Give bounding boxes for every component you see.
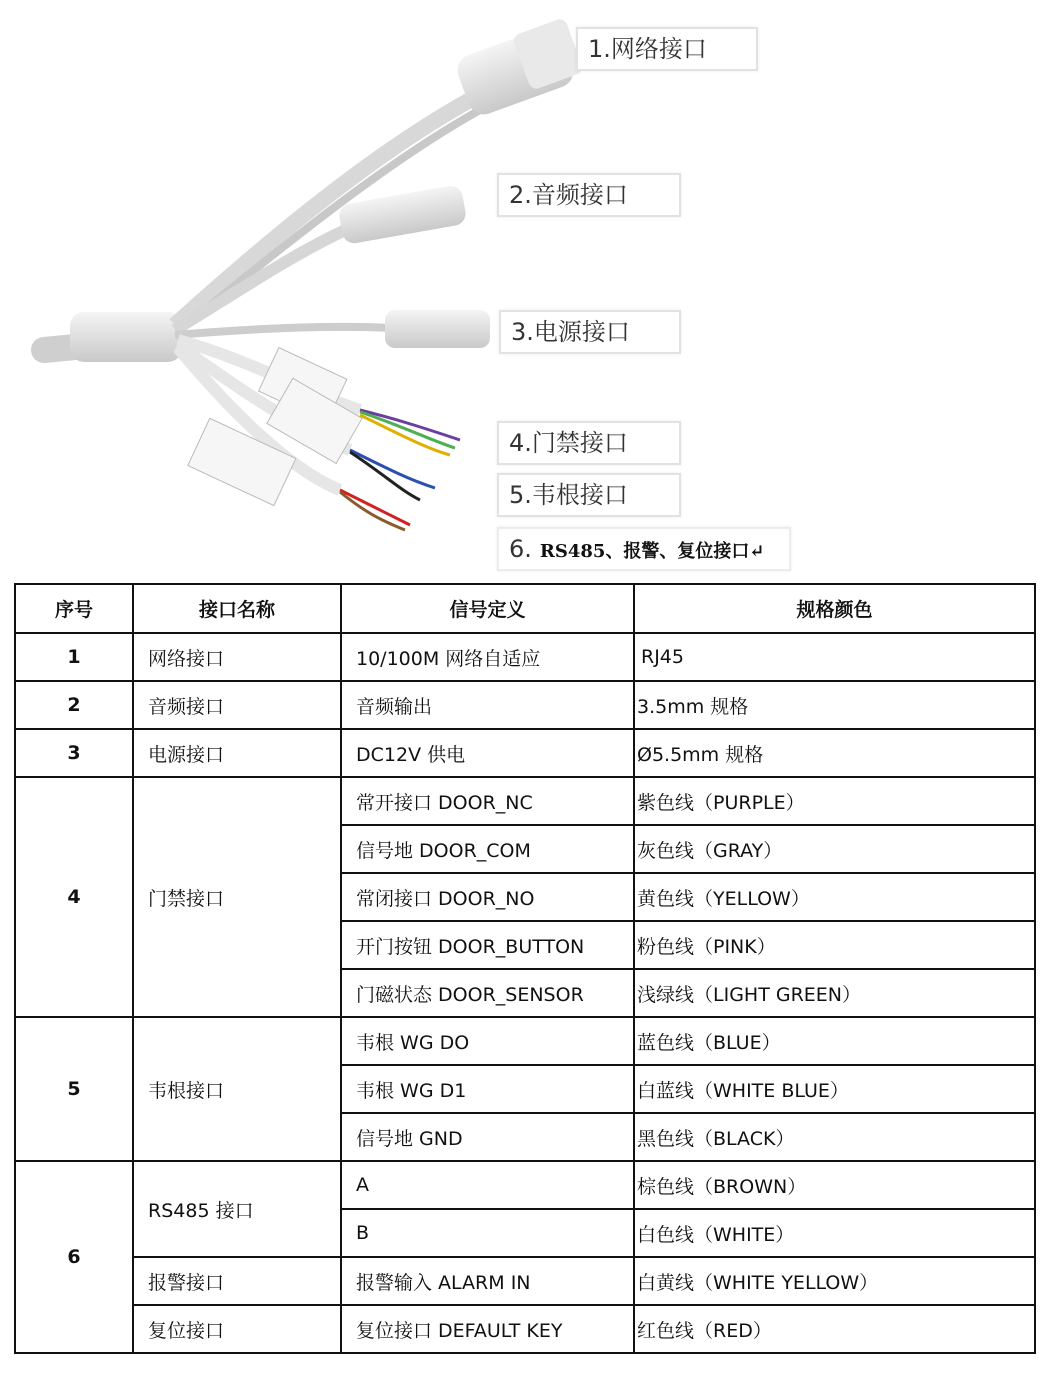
header-signal-definition: 信号定义 bbox=[341, 584, 634, 633]
signal-definition: 门磁状态 DOOR_SENSOR bbox=[341, 969, 634, 1017]
spec-color: 粉色线（PINK） bbox=[634, 921, 1035, 969]
spec-color: RJ45 bbox=[634, 633, 1035, 681]
signal-definition: 音频输出 bbox=[341, 681, 634, 729]
header-interface-name: 接口名称 bbox=[133, 584, 341, 633]
spec-color: Ø5.5mm 规格 bbox=[634, 729, 1035, 777]
callout-wiegand: 5.韦根接口 bbox=[497, 473, 681, 517]
signal-definition: B bbox=[341, 1209, 634, 1257]
spec-color: 白色线（WHITE） bbox=[634, 1209, 1035, 1257]
cable-ferrite bbox=[70, 312, 182, 362]
wire-tag bbox=[188, 418, 296, 505]
callout-network: 1.网络接口 bbox=[576, 27, 758, 71]
spec-color: 黄色线（YELLOW） bbox=[634, 873, 1035, 921]
spec-color: 浅绿线（LIGHT GREEN） bbox=[634, 969, 1035, 1017]
callout-rs485-num: 6. bbox=[509, 535, 532, 563]
table-row bbox=[15, 1017, 1035, 1065]
signal-definition: 常闭接口 DOOR_NO bbox=[341, 873, 634, 921]
callout-audio: 2.音频接口 bbox=[497, 173, 681, 217]
interface-name: RS485 接口 bbox=[133, 1161, 341, 1257]
spec-color: 白黄线（WHITE YELLOW） bbox=[634, 1257, 1035, 1305]
table-row bbox=[15, 1257, 1035, 1305]
table-row bbox=[15, 681, 1035, 729]
row-index: 2 bbox=[15, 681, 133, 729]
header-index: 序号 bbox=[15, 584, 133, 633]
spec-color: 黑色线（BLACK） bbox=[634, 1113, 1035, 1161]
interface-name: 门禁接口 bbox=[133, 777, 341, 1017]
spec-color: 白蓝线（WHITE BLUE） bbox=[634, 1065, 1035, 1113]
row-index: 1 bbox=[15, 633, 133, 681]
signal-definition: 信号地 GND bbox=[341, 1113, 634, 1161]
power-plug bbox=[385, 310, 490, 348]
signal-definition: 10/100M 网络自适应 bbox=[341, 633, 634, 681]
row-index: 3 bbox=[15, 729, 133, 777]
header-spec-color: 规格颜色 bbox=[634, 584, 1035, 633]
spec-color: 红色线（RED） bbox=[634, 1305, 1035, 1353]
table-row bbox=[15, 633, 1035, 681]
table-row bbox=[15, 1305, 1035, 1353]
table-header-row bbox=[15, 584, 1035, 633]
spec-color: 棕色线（BROWN） bbox=[634, 1161, 1035, 1209]
interface-spec-table bbox=[14, 583, 1036, 1354]
signal-definition: 信号地 DOOR_COM bbox=[341, 825, 634, 873]
signal-definition: 报警输入 ALARM IN bbox=[341, 1257, 634, 1305]
interface-name: 韦根接口 bbox=[133, 1017, 341, 1161]
spec-color: 灰色线（GRAY） bbox=[634, 825, 1035, 873]
signal-definition: 开门按钮 DOOR_BUTTON bbox=[341, 921, 634, 969]
signal-definition: 常开接口 DOOR_NC bbox=[341, 777, 634, 825]
cable-photo bbox=[0, 0, 1049, 580]
row-index: 4 bbox=[15, 777, 133, 1017]
signal-definition: A bbox=[341, 1161, 634, 1209]
table-row bbox=[15, 777, 1035, 825]
signal-definition: 复位接口 DEFAULT KEY bbox=[341, 1305, 634, 1353]
signal-definition: DC12V 供电 bbox=[341, 729, 634, 777]
signal-definition: 韦根 WG DO bbox=[341, 1017, 634, 1065]
callout-rs485 bbox=[497, 527, 791, 571]
table-row bbox=[15, 729, 1035, 777]
table-row bbox=[15, 1161, 1035, 1209]
spec-color: 紫色线（PURPLE） bbox=[634, 777, 1035, 825]
spec-color: 蓝色线（BLUE） bbox=[634, 1017, 1035, 1065]
interface-name: 电源接口 bbox=[133, 729, 341, 777]
row-index: 5 bbox=[15, 1017, 133, 1161]
interface-name: 音频接口 bbox=[133, 681, 341, 729]
spec-color: 3.5mm 规格 bbox=[634, 681, 1035, 729]
interface-name: 复位接口 bbox=[133, 1305, 341, 1353]
interface-name: 网络接口 bbox=[133, 633, 341, 681]
row-index: 6 bbox=[15, 1161, 133, 1353]
branch-power bbox=[175, 327, 390, 335]
callout-door: 4.门禁接口 bbox=[497, 421, 681, 465]
callout-rs485-label: RS485、报警、复位接口↵ bbox=[539, 541, 765, 562]
signal-definition: 韦根 WG D1 bbox=[341, 1065, 634, 1113]
interface-name: 报警接口 bbox=[133, 1257, 341, 1305]
callout-power: 3.电源接口 bbox=[499, 310, 681, 354]
